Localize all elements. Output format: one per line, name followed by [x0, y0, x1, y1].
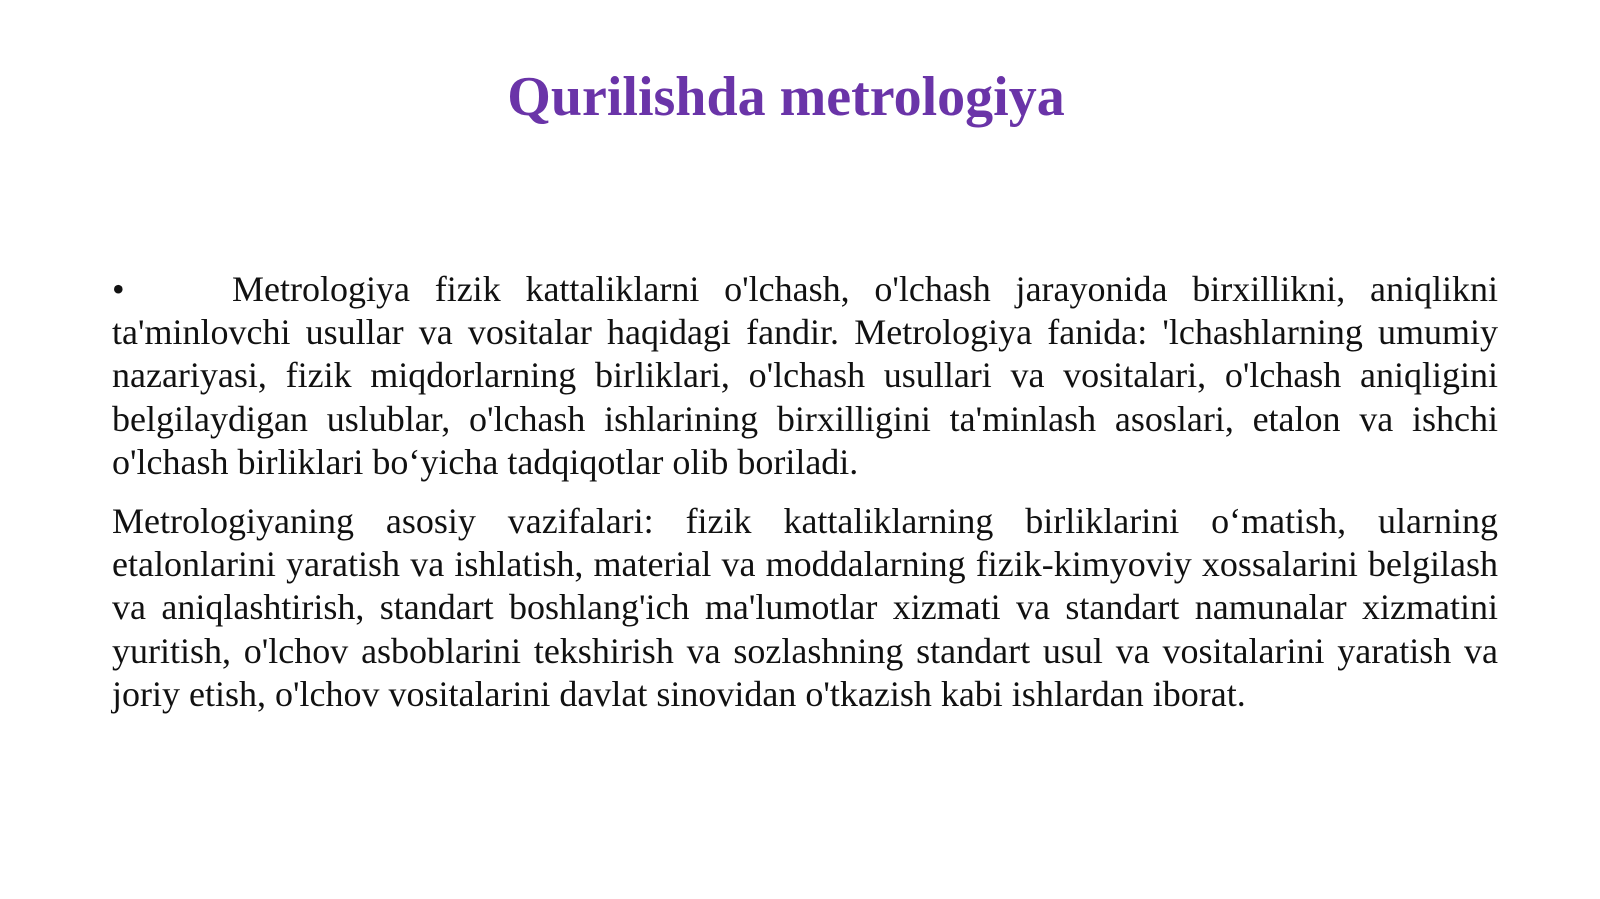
paragraph-1-text: Metrologiya fizik kattaliklarni o'lchash, o'lchash jarayonida birxillikni, aniqlikni ta'minlovchi usullar va vositalar haqidagi fandir. Metrologiya fanida: 'lchashlarning umumiy nazariyasi, fizik miqdorlarning birliklari, o'lchash usullari va vositalari, o'lchash aniqligini belgilaydigan uslublar, o'lchash ishlarining birxilligini ta'minlash asoslari, etalon va ishchi o'lchash birliklari bo‘yicha tadqiqotlar olib boriladi. [112, 269, 1498, 482]
bullet-icon: • [112, 269, 125, 309]
slide-title-text: Qurilishda metrologiya [507, 66, 1065, 128]
paragraph-1 [112, 268, 1498, 484]
slide-title [0, 62, 1600, 132]
slide-body [112, 268, 1498, 716]
paragraph-2-text: Metrologiyaning asosiy vazifalari: fizik kattaliklarning birliklarini o‘matish, ularning etalonlarini yaratish va ishlatish, material va moddalarning fizik-kimyoviy xossalarini belgilash va aniqlashtirish, standart boshlang'ich ma'lumotlar xizmati va standart namunalar xizmatini yuritish, o'lchov asboblarini tekshirish va sozlashning standart usul va vositalarini yaratish va joriy etish, o'lchov vositalarini davlat sinovidan o'tkazish kabi ishlardan iborat. [112, 501, 1498, 714]
paragraph-2 [112, 500, 1498, 716]
